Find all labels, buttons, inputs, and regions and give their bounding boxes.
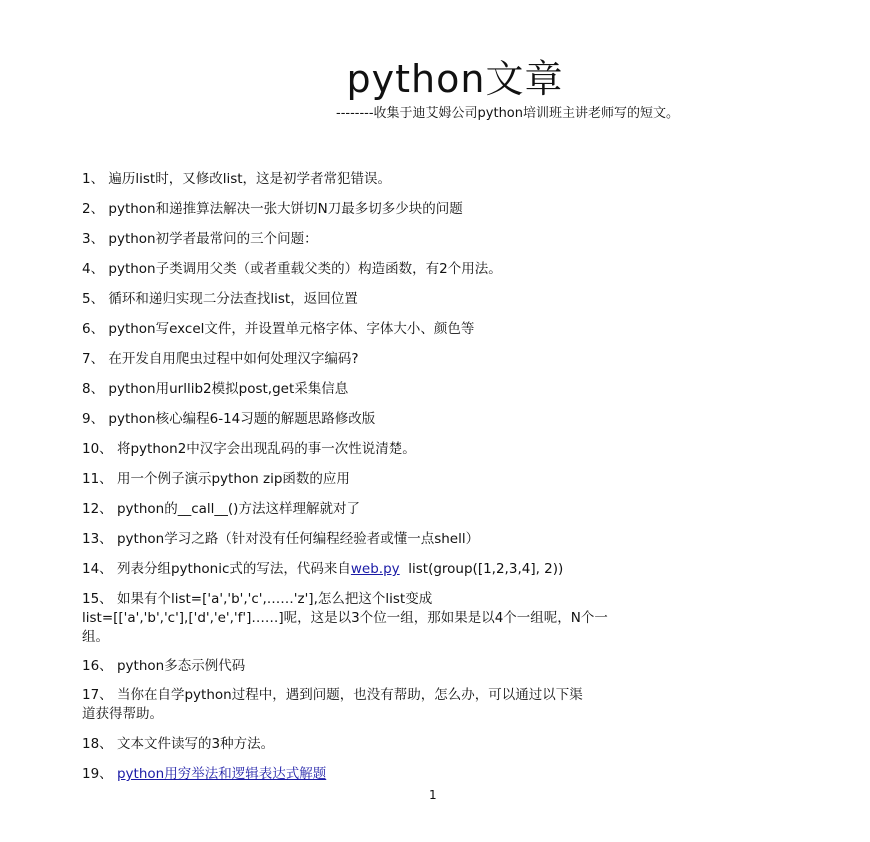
item-text-continued: list=[['a','b','c'],['d','e','f']……]呢，这是以3个位一组，那如果是以4个一组呢，N个一 [82,610,608,626]
document-subtitle: --------收集于迪艾姆公司python培训班主讲老师写的短文。 [336,106,680,121]
item-number: 19、 [82,766,113,782]
list-item [82,657,782,676]
item-text: 如果有个list=['a','b','c',……'z'],怎么把这个list变成 [116,591,433,607]
item-text-continued: 组。 [82,629,109,645]
item-text: python核心编程6-14习题的解题思路修改版 [108,411,376,427]
item-number: 16、 [82,658,113,674]
item-text: python子类调用父类（或者重载父类的）构造函数，有2个用法。 [108,261,502,277]
item-number: 14、 [82,561,113,577]
list-item [82,320,782,339]
list-item [82,765,782,784]
item-number: 13、 [82,531,113,547]
list-item [82,170,782,189]
list-item [82,500,782,519]
item-number: 3、 [82,231,105,247]
page-number: 1 [429,788,437,802]
item-text: 循环和递归实现二分法查找list，返回位置 [108,291,358,307]
list-item [82,686,782,724]
list-item [82,440,782,459]
list-item [82,260,782,279]
item-text: python学习之路（针对没有任何编程经验者或懂一点shell） [116,531,480,547]
item-number: 11、 [82,471,113,487]
item-text: 在开发自用爬虫过程中如何处理汉字编码? [108,351,359,367]
webpy-link[interactable]: web.py [350,561,400,577]
item-number: 10、 [82,441,113,457]
item-text: 文本文件读写的3种方法。 [116,736,275,752]
item-text: python多态示例代码 [116,658,246,674]
item-text: 将python2中汉字会出现乱码的事一次性说清楚。 [116,441,416,457]
list-item [82,410,782,429]
list-item [82,230,782,249]
item-number: 5、 [82,291,105,307]
item-text: 用一个例子演示python zip函数的应用 [116,471,350,487]
item-number: 7、 [82,351,105,367]
item-number: 6、 [82,321,105,337]
list-item [82,380,782,399]
item-number: 15、 [82,591,113,607]
item-text: python写excel文件，并设置单元格字体、字体大小、颜色等 [108,321,475,337]
list-item [82,470,782,489]
item-text: 当你在自学python过程中，遇到问题，也没有帮助，怎么办，可以通过以下渠 [116,687,583,703]
list-item [82,200,782,219]
item-text-continued: 道获得帮助。 [82,706,163,722]
list-item [82,560,782,579]
document-title: python文章 [346,57,564,101]
item-text: python用urllib2模拟post,get采集信息 [108,381,349,397]
item-number: 1、 [82,171,105,187]
item-number: 8、 [82,381,105,397]
article-link[interactable]: python用穷举法和逻辑表达式解题 [116,766,327,782]
item-text: python的__call__()方法这样理解就对了 [116,501,360,517]
item-code: list(group([1,2,3,4], 2)) [399,561,564,577]
item-number: 2、 [82,201,105,217]
item-number: 12、 [82,501,113,517]
item-number: 18、 [82,736,113,752]
list-item [82,290,782,309]
item-text: python和递推算法解决一张大饼切N刀最多切多少块的问题 [108,201,463,217]
list-item [82,350,782,369]
item-text: 遍历list时，又修改list，这是初学者常犯错误。 [108,171,392,187]
list-item [82,590,782,647]
list-item [82,530,782,549]
item-number: 4、 [82,261,105,277]
item-number: 9、 [82,411,105,427]
list-item [82,735,782,754]
item-text: 列表分组pythonic式的写法，代码来自 [116,561,351,577]
item-number: 17、 [82,687,113,703]
item-text: python初学者最常问的三个问题： [108,231,318,247]
